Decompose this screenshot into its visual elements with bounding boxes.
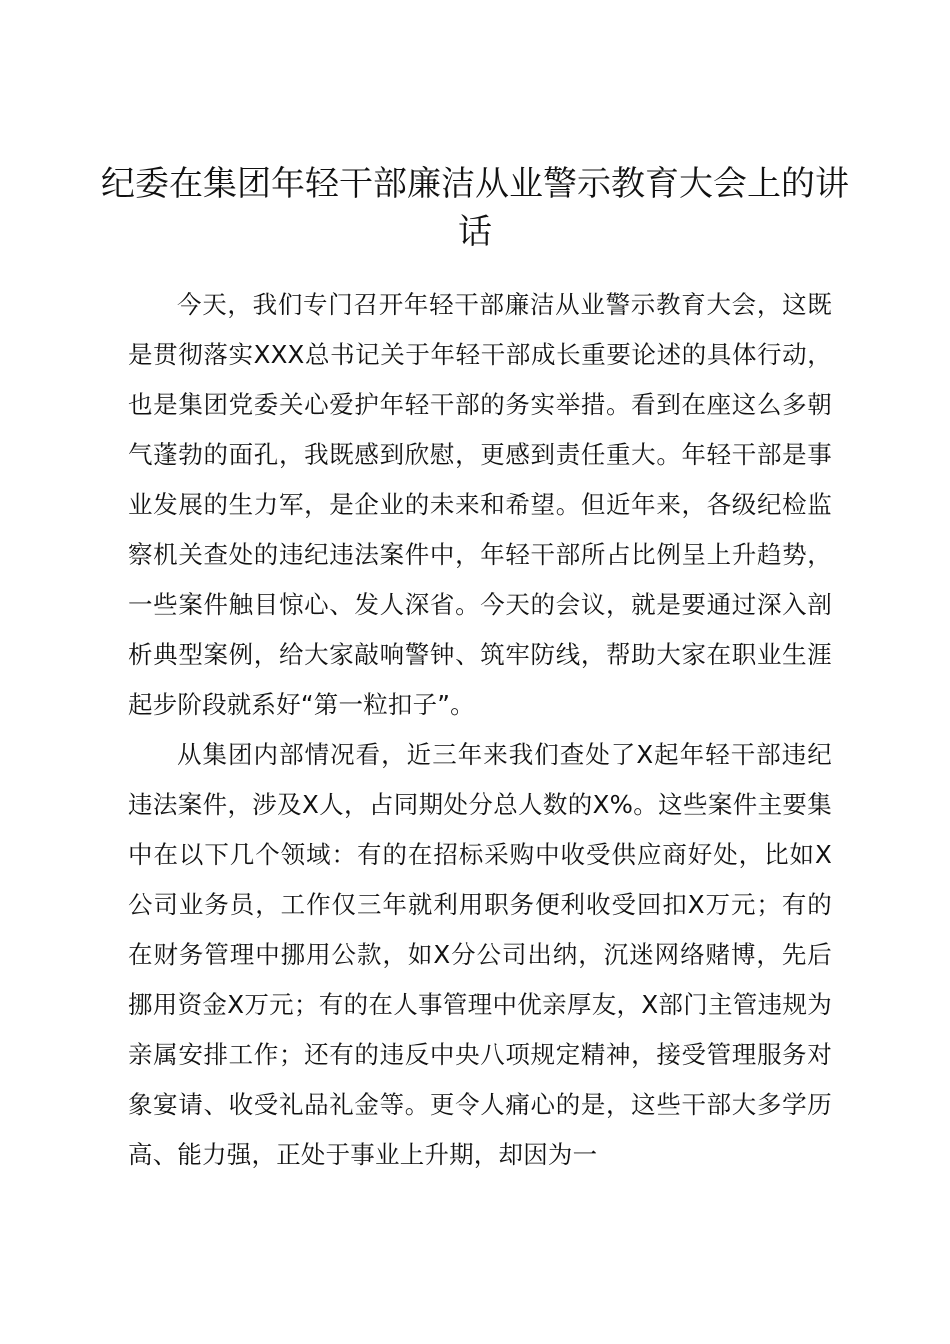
- document-title: 纪委在集团年轻干部廉洁从业警示教育大会上的讲话: [101, 164, 849, 252]
- paragraph-1: 今天，我们专门召开年轻干部廉洁从业警示教育大会，这既是贯彻落实XXX总书记关于年轻干部成长重要论述的具体行动，也是集团党委关心爱护年轻干部的务实举措。看到在座这么多朝气蓬勃的面孔，我既感到欣慰，更感到责任重大。年轻干部是事业发展的生力军，是企业的未来和希望。但近年来，各级纪检监察机关查处的违纪违法案件中，年轻干部所占比例呈上升趋势，一些案件触目惊心、发人深省。今天的会议，就是要通过深入剖析典型案例，给大家敲响警钟、筑牢防线，帮助大家在职业生涯起步阶段就系好“第一粒扣子”。: [128, 290, 832, 719]
- paragraph-2: 从集团内部情况看，近三年来我们查处了X起年轻干部违纪违法案件，涉及X人，占同期处分总人数的X%。这些案件主要集中在以下几个领域：有的在招标采购中收受供应商好处，比如X公司业务员，工作仅三年就利用职务便利收受回扣X万元；有的在财务管理中挪用公款，如X分公司出纳，沉迷网络赌博，先后挪用资金X万元；有的在人事管理中优亲厚友，X部门主管违规为亲属安排工作；还有的违反中央八项规定精神，接受管理服务对象宴请、收受礼品礼金等。更令人痛心的是，这些干部大多学历高、能力强，正处于事业上升期，却因为一: [128, 740, 832, 1169]
- document-body: [128, 280, 832, 1180]
